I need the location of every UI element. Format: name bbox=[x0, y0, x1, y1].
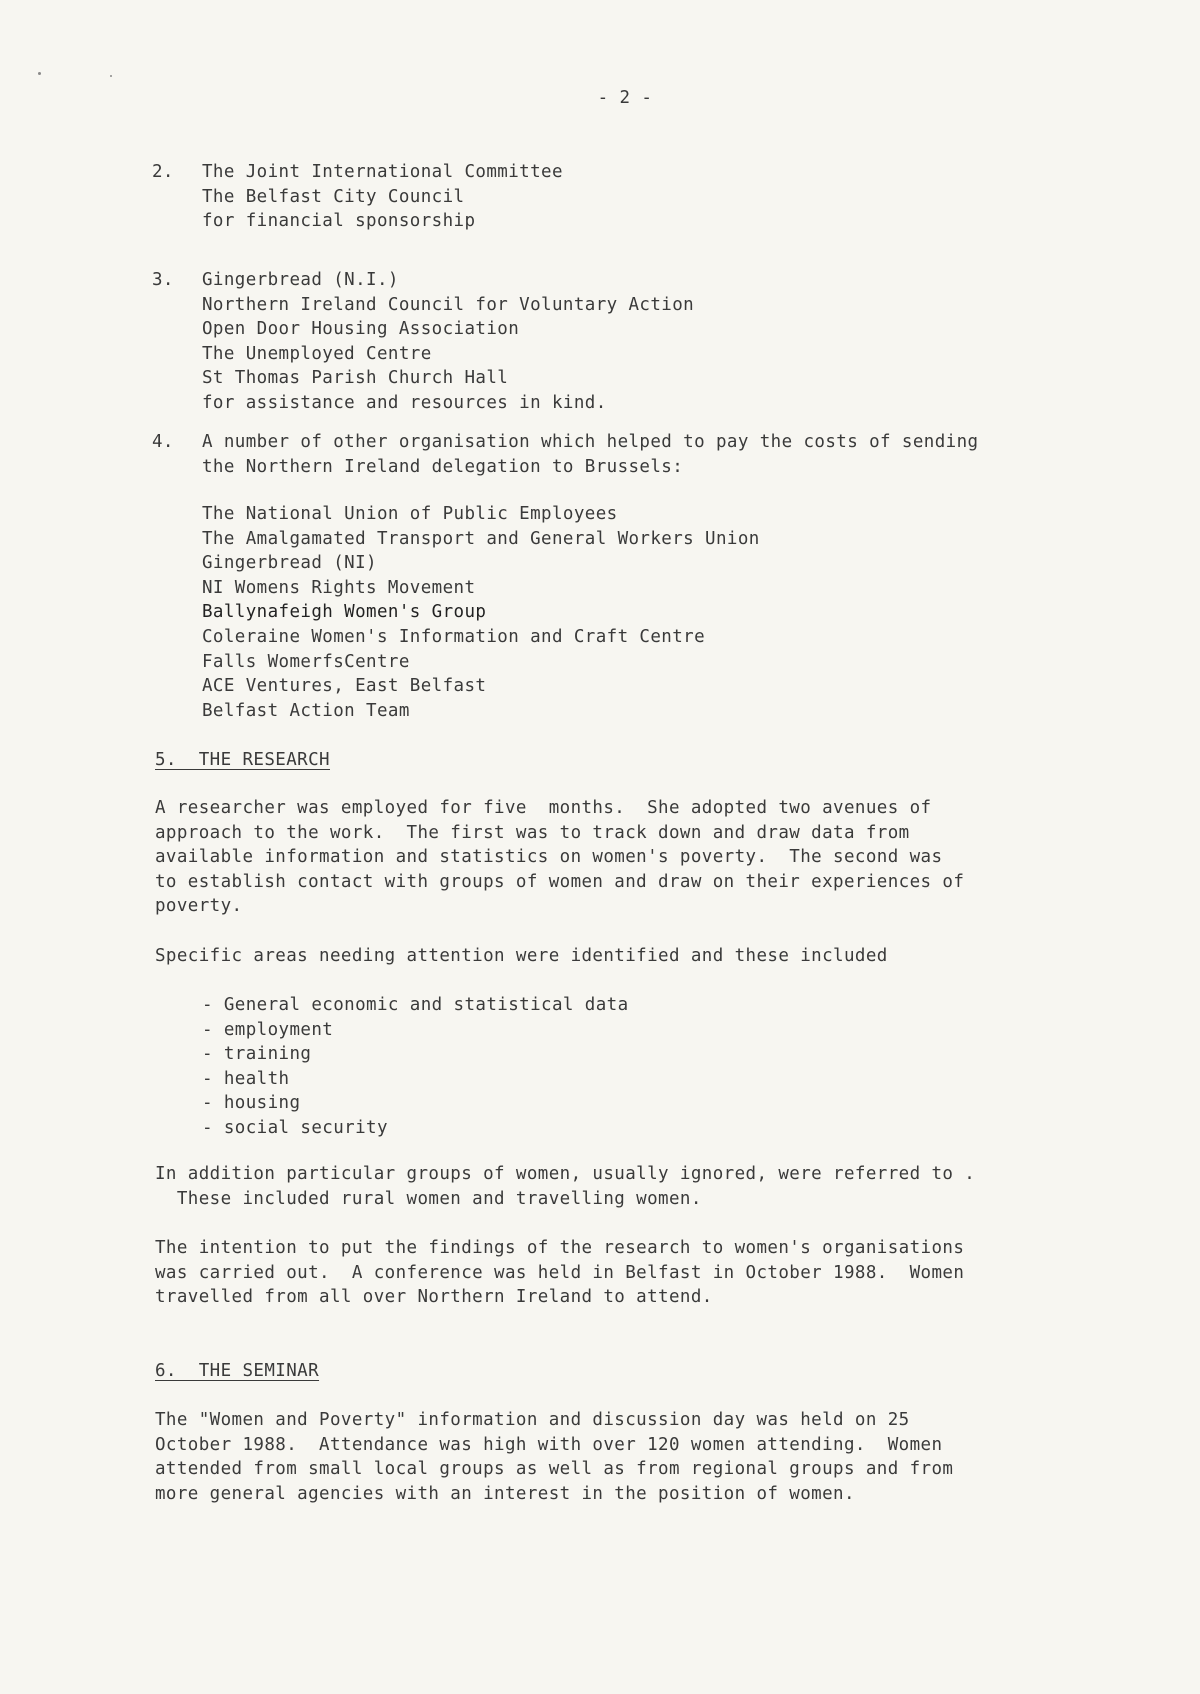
paragraph-line: travelled from all over Northern Ireland to attend. bbox=[155, 1287, 713, 1308]
page-number: - 2 - bbox=[597, 88, 653, 108]
list-item-lines bbox=[202, 268, 1102, 416]
list-line: for financial sponsorship bbox=[202, 211, 476, 232]
list-number: 2. bbox=[152, 162, 174, 182]
list-line: Gingerbread (N.I.) bbox=[202, 270, 399, 290]
list-number: 4. bbox=[152, 432, 174, 452]
organisation-item: Coleraine Women's Information and Craft Centre bbox=[202, 626, 706, 647]
organisation-list bbox=[202, 502, 1102, 723]
paragraph-line: to establish contact with groups of women and draw on their experiences of bbox=[155, 871, 965, 892]
organisation-item: ACE Ventures, East Belfast bbox=[202, 676, 487, 697]
paragraph-line: was carried out. A conference was held in Belfast in October 1988. Women bbox=[155, 1262, 965, 1283]
section-heading-text: 6. THE SEMINAR bbox=[155, 1361, 320, 1381]
paragraph-line: A researcher was employed for five months. She adopted two avenues of bbox=[155, 798, 932, 818]
paragraph-line: available information and statistics on women's poverty. The second was bbox=[155, 847, 943, 868]
list-line: The Belfast City Council bbox=[202, 186, 465, 207]
organisation-item: Falls WomerfsCentre bbox=[202, 651, 410, 672]
list-line: St Thomas Parish Church Hall bbox=[202, 368, 509, 389]
intro-line: the Northern Ireland delegation to Brussels: bbox=[202, 456, 684, 477]
area-item: - social security bbox=[202, 1117, 388, 1138]
organisation-item: The National Union of Public Employees bbox=[202, 504, 618, 524]
paragraph-line: poverty. bbox=[155, 896, 243, 917]
paragraph-line: The intention to put the findings of the research to women's organisations bbox=[155, 1238, 965, 1258]
paragraph-line: The "Women and Poverty" information and discussion day was held on 25 bbox=[155, 1410, 910, 1430]
list-line: The Joint International Committee bbox=[202, 162, 563, 182]
seminar-paragraph bbox=[155, 1408, 1055, 1506]
area-item: - health bbox=[202, 1068, 290, 1089]
paragraph-line: These included rural women and travelling women. bbox=[155, 1188, 702, 1209]
paragraph-line: October 1988. Attendance was high with over 120 women attending. Women bbox=[155, 1434, 943, 1455]
list-line: for assistance and resources in kind. bbox=[202, 392, 607, 413]
area-item: - training bbox=[202, 1044, 312, 1065]
organisation-item: Ballynafeigh Women's Group bbox=[202, 602, 487, 623]
research-paragraph bbox=[155, 796, 1055, 919]
area-item: - housing bbox=[202, 1093, 301, 1114]
section-heading-seminar bbox=[155, 1359, 319, 1384]
list-item-intro bbox=[202, 430, 1102, 479]
areas-list bbox=[202, 993, 629, 1141]
paragraph-line: approach to the work. The first was to track down and draw data from bbox=[155, 822, 910, 843]
organisation-item: Belfast Action Team bbox=[202, 700, 410, 721]
section-heading-research bbox=[155, 748, 330, 773]
areas-intro bbox=[155, 944, 1055, 969]
section-heading-text: 5. THE RESEARCH bbox=[155, 750, 330, 770]
area-item: - General economic and statistical data bbox=[202, 995, 629, 1015]
organisation-item: The Amalgamated Transport and General Workers Union bbox=[202, 528, 760, 549]
findings-paragraph bbox=[155, 1236, 1055, 1310]
list-line: The Unemployed Centre bbox=[202, 343, 432, 364]
list-number: 3. bbox=[152, 270, 174, 290]
paragraph-line: more general agencies with an interest in the position of women. bbox=[155, 1483, 855, 1504]
scan-speck bbox=[110, 75, 112, 77]
scan-speck bbox=[38, 72, 41, 75]
intro-line: A number of other organisation which helped to pay the costs of sending bbox=[202, 432, 979, 452]
organisation-item: NI Womens Rights Movement bbox=[202, 577, 476, 598]
list-line: Open Door Housing Association bbox=[202, 319, 520, 340]
groups-paragraph bbox=[155, 1162, 1055, 1211]
area-item: - employment bbox=[202, 1019, 334, 1040]
list-line: Northern Ireland Council for Voluntary Action bbox=[202, 294, 695, 315]
paragraph-line: In addition particular groups of women, usually ignored, were referred to . bbox=[155, 1164, 976, 1184]
paragraph-line: Specific areas needing attention were identified and these included bbox=[155, 946, 888, 966]
list-item-lines bbox=[202, 160, 1102, 234]
paragraph-line: attended from small local groups as well as from regional groups and from bbox=[155, 1459, 954, 1480]
organisation-item: Gingerbread (NI) bbox=[202, 553, 377, 574]
